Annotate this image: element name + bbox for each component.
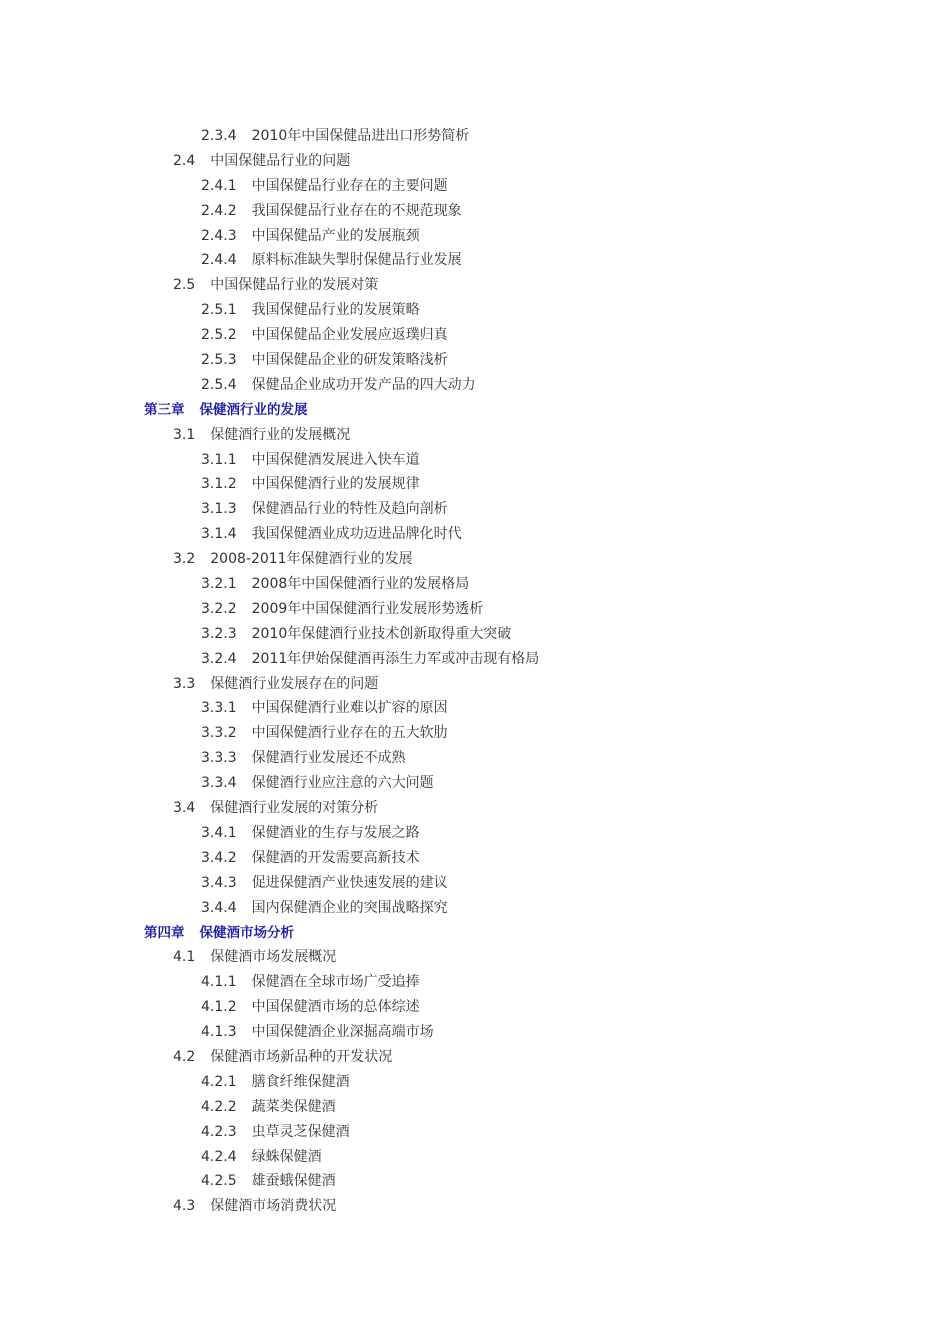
toc-number: 4.2.1 [201, 1073, 237, 1090]
toc-subsection[interactable] [0, 472, 950, 497]
toc-number: 3.1 [173, 426, 196, 443]
toc-title: 虫草灵芝保健酒 [251, 1123, 350, 1140]
toc-subsection[interactable] [0, 970, 950, 995]
toc-title: 2008-2011年保健酒行业的发展 [210, 551, 413, 568]
toc-title: 中国保健品产业的发展瓶颈 [251, 227, 420, 244]
toc-subsection[interactable] [0, 622, 950, 647]
toc-number: 3.3.2 [201, 725, 237, 742]
toc-subsection[interactable] [0, 174, 950, 199]
toc-number: 2.3.4 [201, 128, 237, 144]
toc-title: 中国保健品行业存在的主要问题 [251, 177, 448, 194]
toc-section[interactable] [0, 423, 950, 448]
toc-title: 中国保健品企业的研发策略浅析 [251, 352, 448, 369]
toc-subsection[interactable] [0, 248, 950, 273]
toc-number: 4.1 [173, 949, 196, 966]
toc-number: 2.5.4 [201, 376, 237, 393]
toc-subsection[interactable] [0, 323, 950, 348]
toc-title: 绿蛛保健酒 [251, 1148, 322, 1165]
toc-number: 2.5.1 [201, 302, 237, 319]
toc-number: 第四章 [144, 924, 185, 941]
toc-section[interactable] [0, 547, 950, 572]
toc-number: 4.3 [173, 1198, 196, 1215]
toc-title: 保健酒行业发展还不成熟 [251, 750, 406, 767]
toc-section[interactable] [0, 796, 950, 821]
toc-title: 保健酒市场消费状况 [210, 1198, 337, 1215]
toc-subsection[interactable] [0, 871, 950, 896]
toc-subsection[interactable] [0, 896, 950, 921]
toc-number: 4.2.5 [201, 1173, 237, 1190]
toc-number: 3.1.2 [201, 476, 237, 493]
toc-title: 保健酒品行业的特性及趋向剖析 [251, 501, 448, 518]
toc-subsection[interactable] [0, 597, 950, 622]
toc-subsection[interactable] [0, 1020, 950, 1045]
toc-number: 3.3.1 [201, 700, 237, 717]
toc-number: 2.4.2 [201, 202, 237, 219]
toc-number: 3.2.3 [201, 625, 237, 642]
toc-number: 3.3.3 [201, 750, 237, 767]
toc-title: 2010年中国保健品进出口形势简析 [251, 128, 470, 144]
toc-number: 4.2.4 [201, 1148, 237, 1165]
toc-subsection[interactable] [0, 746, 950, 771]
toc-title: 中国保健酒行业存在的五大软肋 [251, 725, 448, 742]
toc-subsection[interactable] [0, 995, 950, 1020]
toc-number: 3.2 [173, 551, 196, 568]
toc-subsection[interactable] [0, 124, 950, 149]
toc-number: 3.3.4 [201, 775, 237, 792]
toc-number: 3.1.4 [201, 526, 237, 543]
toc-number: 3.2.1 [201, 576, 237, 593]
toc-subsection[interactable] [0, 1169, 950, 1194]
toc-number: 3.4.2 [201, 849, 237, 866]
toc-number: 2.4.1 [201, 177, 237, 194]
toc-subsection[interactable] [0, 448, 950, 473]
toc-number: 3.3 [173, 675, 196, 692]
toc-title: 保健酒在全球市场广受追捧 [251, 974, 420, 991]
toc-number: 3.4 [173, 800, 196, 817]
toc-number: 3.1.3 [201, 501, 237, 518]
toc-title: 中国保健酒行业难以扩容的原因 [251, 700, 448, 717]
toc-number: 4.1.1 [201, 974, 237, 991]
toc-number: 2.4 [173, 152, 196, 169]
toc-number: 3.2.4 [201, 650, 237, 667]
toc-subsection[interactable] [0, 298, 950, 323]
toc-number: 3.2.2 [201, 600, 237, 617]
toc-title: 保健酒市场发展概况 [210, 949, 337, 966]
toc-subsection[interactable] [0, 721, 950, 746]
toc-title: 中国保健酒行业的发展规律 [251, 476, 420, 493]
toc-subsection[interactable] [0, 497, 950, 522]
toc-number: 4.2.2 [201, 1098, 237, 1115]
toc-subsection[interactable] [0, 373, 950, 398]
toc-title: 2010年保健酒行业技术创新取得重大突破 [251, 625, 512, 642]
toc-title: 国内保健酒企业的突围战略探究 [251, 899, 448, 916]
toc-title: 保健品企业成功开发产品的四大动力 [251, 376, 476, 393]
toc-subsection[interactable] [0, 696, 950, 721]
toc-title: 原料标准缺失掣肘保健品行业发展 [251, 252, 462, 269]
toc-subsection[interactable] [0, 1120, 950, 1145]
toc-section[interactable] [0, 945, 950, 970]
toc-chapter[interactable] [0, 398, 950, 423]
toc-subsection[interactable] [0, 1095, 950, 1120]
toc-number: 2.5.3 [201, 352, 237, 369]
toc-title: 中国保健品企业发展应返璞归真 [251, 327, 448, 344]
toc-title: 膳食纤维保健酒 [251, 1073, 350, 1090]
toc-subsection[interactable] [0, 199, 950, 224]
toc-title: 保健酒行业应注意的六大问题 [251, 775, 434, 792]
toc-title: 保健酒行业的发展概况 [210, 426, 351, 443]
toc-subsection[interactable] [0, 522, 950, 547]
toc-title: 2009年中国保健酒行业发展形势透析 [251, 600, 484, 617]
toc-title: 保健酒市场新品种的开发状况 [210, 1048, 393, 1065]
toc-title: 中国保健品行业的发展对策 [210, 277, 379, 294]
toc-subsection[interactable] [0, 572, 950, 597]
toc-section[interactable] [0, 672, 950, 697]
toc-chapter[interactable] [0, 921, 950, 946]
toc-subsection[interactable] [0, 821, 950, 846]
toc-subsection[interactable] [0, 1070, 950, 1095]
toc-number: 3.4.3 [201, 874, 237, 891]
toc-title: 我国保健酒业成功迈进品牌化时代 [251, 526, 462, 543]
table-of-contents [0, 124, 950, 1219]
toc-number: 第三章 [144, 401, 185, 418]
toc-title: 保健酒行业发展存在的问题 [210, 675, 379, 692]
toc-number: 3.1.1 [201, 451, 237, 468]
toc-number: 2.5.2 [201, 327, 237, 344]
toc-subsection[interactable] [0, 771, 950, 796]
toc-section[interactable] [0, 273, 950, 298]
toc-section[interactable] [0, 1045, 950, 1070]
toc-number: 4.1.2 [201, 999, 237, 1016]
toc-subsection[interactable] [0, 846, 950, 871]
toc-title: 蔬菜类保健酒 [251, 1098, 336, 1115]
toc-title: 中国保健酒企业深掘高端市场 [251, 1024, 434, 1041]
toc-title: 2011年伊始保健酒再添生力军或冲击现有格局 [251, 650, 540, 667]
toc-subsection[interactable] [0, 1145, 950, 1170]
toc-number: 3.4.4 [201, 899, 237, 916]
toc-number: 4.1.3 [201, 1024, 237, 1041]
toc-title: 保健酒业的生存与发展之路 [251, 824, 420, 841]
toc-title: 保健酒行业发展的对策分析 [210, 800, 379, 817]
toc-title: 促进保健酒产业快速发展的建议 [251, 874, 448, 891]
toc-subsection[interactable] [0, 224, 950, 249]
toc-number: 3.4.1 [201, 824, 237, 841]
toc-title: 保健酒市场分析 [199, 924, 294, 941]
toc-title: 中国保健酒市场的总体综述 [251, 999, 420, 1016]
toc-title: 我国保健品行业的发展策略 [251, 302, 420, 319]
toc-title: 雄蚕蛾保健酒 [251, 1173, 336, 1190]
toc-title: 2008年中国保健酒行业的发展格局 [251, 576, 470, 593]
toc-number: 4.2 [173, 1048, 196, 1065]
toc-title: 我国保健品行业存在的不规范现象 [251, 202, 462, 219]
toc-number: 2.5 [173, 277, 196, 294]
toc-section[interactable] [0, 149, 950, 174]
toc-title: 中国保健酒发展进入快车道 [251, 451, 420, 468]
toc-subsection[interactable] [0, 647, 950, 672]
toc-title: 保健酒行业的发展 [199, 401, 308, 418]
toc-section[interactable] [0, 1194, 950, 1219]
toc-number: 2.4.3 [201, 227, 237, 244]
toc-title: 中国保健品行业的问题 [210, 152, 351, 169]
toc-title: 保健酒的开发需要高新技术 [251, 849, 420, 866]
toc-number: 4.2.3 [201, 1123, 237, 1140]
toc-number: 2.4.4 [201, 252, 237, 269]
toc-subsection[interactable] [0, 348, 950, 373]
